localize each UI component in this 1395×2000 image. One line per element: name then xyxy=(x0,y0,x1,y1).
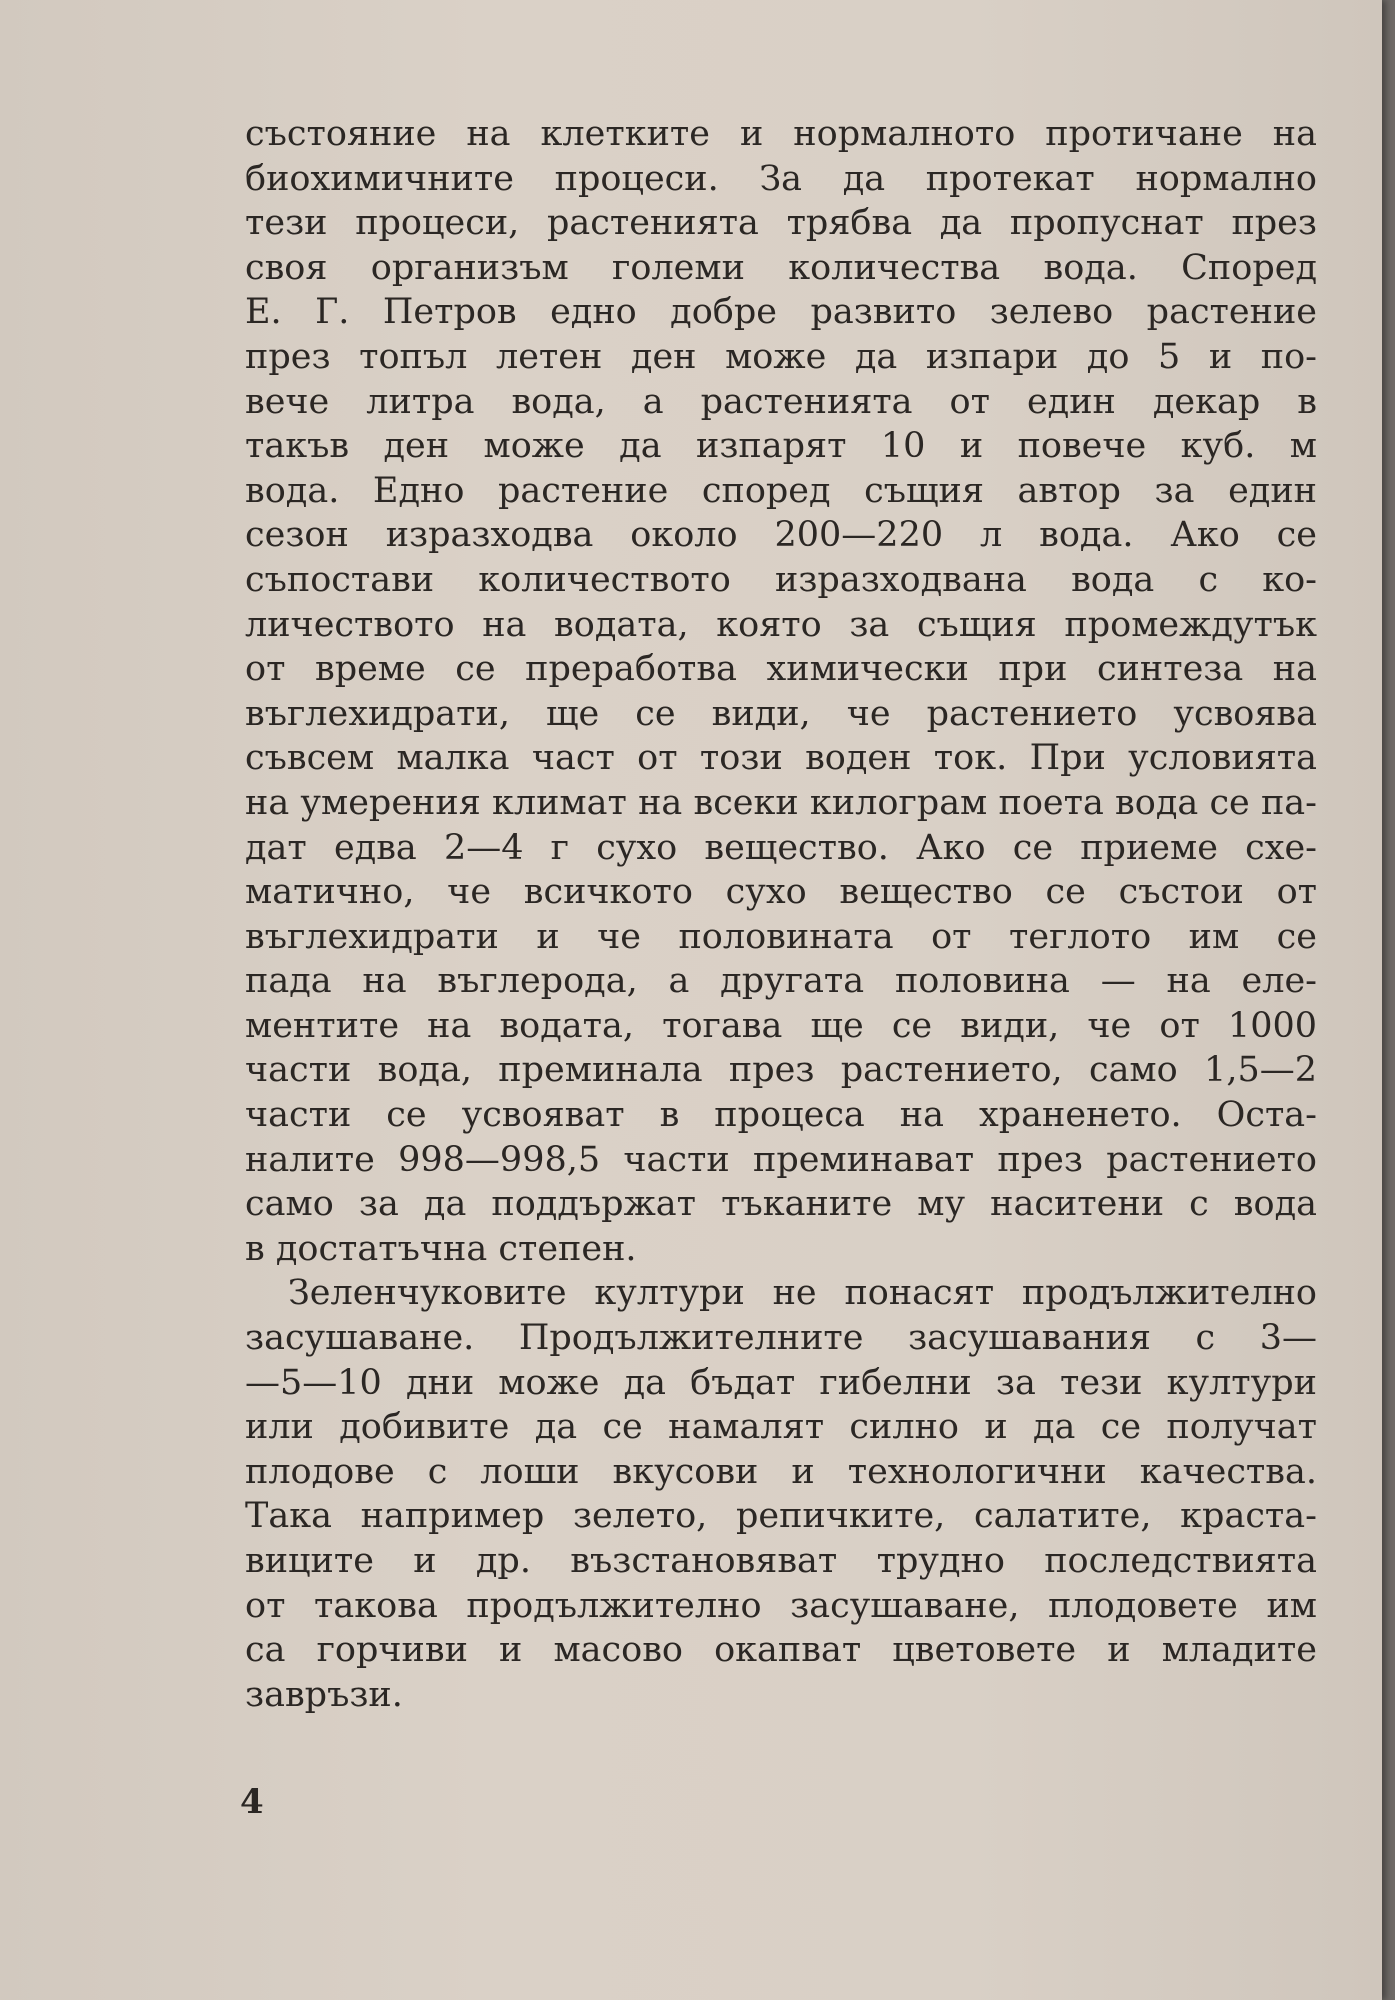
body-text xyxy=(245,112,1317,1717)
text-line: през топъл летен ден може да изпари до 5 и по- xyxy=(245,336,1317,377)
paragraph-2 xyxy=(245,1271,1317,1717)
text-line: завръзи. xyxy=(245,1674,403,1715)
text-line: Зеленчуковите култури не понасят продължително xyxy=(288,1273,1317,1314)
text-line: засушаване. Продължителните засушавания с 3— xyxy=(245,1318,1317,1359)
text-line: съвсем малка част от този воден ток. При условията xyxy=(245,738,1317,779)
text-line: от такова продължително засушаване, плодовете им xyxy=(245,1585,1317,1626)
text-line: пада на въглерода, а другата половина — на еле- xyxy=(245,961,1317,1002)
text-line: въглехидрати, ще се види, че растението усвоява xyxy=(245,693,1317,734)
text-line: въглехидрати и че половината от теглото им се xyxy=(245,916,1317,957)
text-line: са горчиви и масово окапват цветовете и младите xyxy=(245,1630,1317,1671)
text-line: само за да поддържат тъканите му наситени с вода xyxy=(245,1184,1317,1225)
text-line: дат едва 2—4 г сухо вещество. Ако се приеме схе- xyxy=(245,827,1317,868)
text-line: сезон изразходва около 200—220 л вода. Ако се xyxy=(245,515,1317,556)
text-line: ментите на водата, тогава ще се види, че от 1000 xyxy=(245,1005,1317,1046)
text-line: части вода, преминала през растението, само 1,5—2 xyxy=(245,1050,1317,1091)
text-line: —5—10 дни може да бъдат гибелни за тези култури xyxy=(245,1362,1317,1403)
text-line: в достатъчна степен. xyxy=(245,1228,637,1269)
text-line: части се усвояват в процеса на храненето. Оста- xyxy=(245,1095,1317,1136)
text-line: плодове с лоши вкусови и технологични качества. xyxy=(245,1451,1317,1492)
text-line: Така например зелето, репичките, салатите, краста- xyxy=(245,1496,1317,1537)
paragraph-1 xyxy=(245,112,1317,1271)
text-line: виците и др. възстановяват трудно последствията xyxy=(245,1541,1317,1581)
text-line: вече литра вода, а растенията от един декар в xyxy=(245,381,1317,422)
text-line: състояние на клетките и нормалното протичане на xyxy=(245,114,1317,154)
text-line: на умерения климат на всеки килограм поета вода се па- xyxy=(245,782,1317,823)
text-line: такъв ден може да изпарят 10 и повече куб. м xyxy=(245,426,1317,467)
text-line: налите 998—998,5 части преминават през растението xyxy=(245,1139,1317,1180)
text-line: своя организъм големи количества вода. Според xyxy=(245,247,1317,288)
text-line: Е. Г. Петров едно добре развито зелево растение xyxy=(245,292,1317,333)
text-line: съпостави количеството изразходвана вода с ко- xyxy=(245,559,1317,600)
text-line: биохимичните процеси. За да протекат нормално xyxy=(245,158,1317,199)
text-line: вода. Едно растение според същия автор за един xyxy=(245,470,1317,511)
text-line: от време се преработва химически при синтеза на xyxy=(245,649,1317,690)
text-line: матично, че всичкото сухо вещество се състои от xyxy=(245,872,1317,913)
text-line: личеството на водата, която за същия промеждутък xyxy=(245,604,1317,645)
text-line: или добивите да се намалят силно и да се получат xyxy=(245,1407,1317,1448)
text-line: тези процеси, растенията трябва да пропуснат през xyxy=(245,203,1317,244)
page-number: 4 xyxy=(240,1782,264,1822)
